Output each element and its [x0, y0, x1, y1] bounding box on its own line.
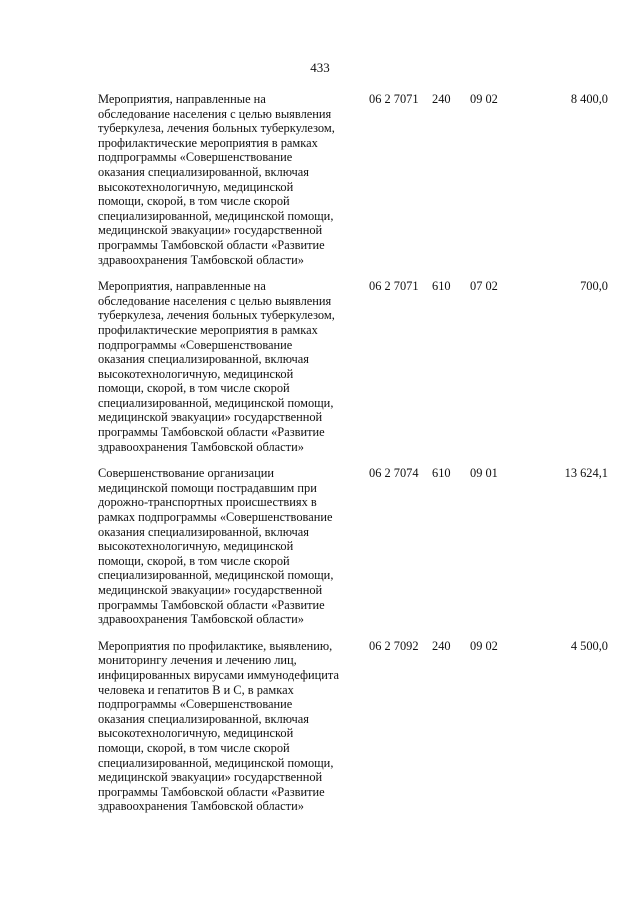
description-line: оказания специализированной, включая — [98, 164, 309, 179]
expense-type-code: 610 — [432, 466, 451, 481]
row-description — [98, 639, 360, 814]
description-line: здравоохранения Тамбовской области» — [98, 439, 304, 454]
description-line: здравоохранения Тамбовской области» — [98, 252, 304, 267]
table-row — [98, 639, 608, 814]
budget-table — [98, 92, 608, 826]
page-number: 433 — [310, 60, 330, 75]
description-line: оказания специализированной, включая — [98, 524, 309, 539]
row-description — [98, 466, 360, 627]
description-line: программы Тамбовской области «Развитие — [98, 597, 325, 612]
description-line: Мероприятия по профилактике, выявлению, — [98, 638, 333, 653]
description-line: туберкулеза, лечения больных туберкулезом, — [98, 121, 335, 136]
description-line: специализированной, медицинской помощи, — [98, 755, 334, 770]
description-line: обследование населения с целью выявления — [98, 106, 332, 121]
description-line: Совершенствование организации — [98, 466, 275, 481]
description-line: мониторингу лечения и лечению лиц, — [98, 653, 297, 668]
description-line: здравоохранения Тамбовской области» — [98, 612, 304, 627]
target-article-code: 06 2 7071 — [369, 92, 419, 106]
table-row — [98, 279, 608, 454]
description-line: подпрограммы «Совершенствование — [98, 150, 293, 165]
description-line: подпрограммы «Совершенствование — [98, 337, 293, 352]
description-line: программы Тамбовской области «Развитие — [98, 425, 325, 440]
description-line: высокотехнологичную, медицинской — [98, 726, 294, 741]
description-line: туберкулеза, лечения больных туберкулезом, — [98, 308, 335, 323]
description-line: помощи, скорой, в том числе скорой — [98, 381, 290, 396]
description-line: высокотехнологичную, медицинской — [98, 366, 294, 381]
row-description — [98, 279, 360, 454]
description-line: высокотехнологичную, медицинской — [98, 179, 294, 194]
expense-type-code: 240 — [432, 92, 451, 106]
description-line: медицинской эвакуации» государственной — [98, 770, 323, 785]
table-row — [98, 466, 608, 627]
description-line: подпрограммы «Совершенствование — [98, 697, 293, 712]
description-line: медицинской эвакуации» государственной — [98, 410, 323, 425]
description-line: специализированной, медицинской помощи, — [98, 568, 334, 583]
section-code: 07 02 — [470, 279, 498, 294]
section-code: 09 01 — [470, 466, 498, 481]
description-line: человека и гепатитов В и С, в рамках — [98, 682, 294, 697]
amount: 4 500,0 — [570, 638, 608, 653]
description-line: профилактические мероприятия в рамках — [98, 322, 318, 337]
description-line: инфицированных вирусами иммунодефицита — [98, 667, 339, 682]
description-line: Мероприятия, направленные на — [98, 92, 266, 106]
description-line: рамках подпрограммы «Совершенствование — [98, 510, 333, 525]
description-line: медицинской помощи пострадавшим при — [98, 480, 317, 495]
amount: 8 400,0 — [570, 92, 608, 106]
row-description — [98, 92, 360, 267]
expense-type-code: 610 — [432, 279, 451, 294]
description-line: оказания специализированной, включая — [98, 711, 309, 726]
target-article-code: 06 2 7074 — [369, 466, 419, 481]
amount: 13 624,1 — [564, 466, 608, 481]
amount: 700,0 — [580, 279, 608, 294]
description-line: специализированной, медицинской помощи, — [98, 208, 334, 223]
description-line: помощи, скорой, в том числе скорой — [98, 194, 290, 209]
description-line: дорожно-транспортных происшествиях в — [98, 495, 317, 510]
section-code: 09 02 — [470, 638, 498, 653]
section-code: 09 02 — [470, 92, 498, 106]
description-line: медицинской эвакуации» государственной — [98, 583, 323, 597]
description-line: помощи, скорой, в том числе скорой — [98, 553, 290, 568]
target-article-code: 06 2 7092 — [369, 638, 419, 653]
description-line: программы Тамбовской области «Развитие — [98, 784, 325, 799]
table-row — [98, 92, 608, 267]
description-line: медицинской эвакуации» государственной — [98, 223, 323, 238]
description-line: программы Тамбовской области «Развитие — [98, 237, 325, 252]
expense-type-code: 240 — [432, 638, 451, 653]
target-article-code: 06 2 7071 — [369, 279, 419, 294]
description-line: Мероприятия, направленные на — [98, 279, 266, 294]
description-line: профилактические мероприятия в рамках — [98, 135, 318, 150]
description-line: специализированной, медицинской помощи, — [98, 395, 334, 410]
description-line: высокотехнологичную, медицинской — [98, 539, 294, 554]
description-line: здравоохранения Тамбовской области» — [98, 799, 304, 814]
description-line: оказания специализированной, включая — [98, 352, 309, 367]
description-line: обследование населения с целью выявления — [98, 293, 332, 308]
description-line: помощи, скорой, в том числе скорой — [98, 740, 290, 755]
